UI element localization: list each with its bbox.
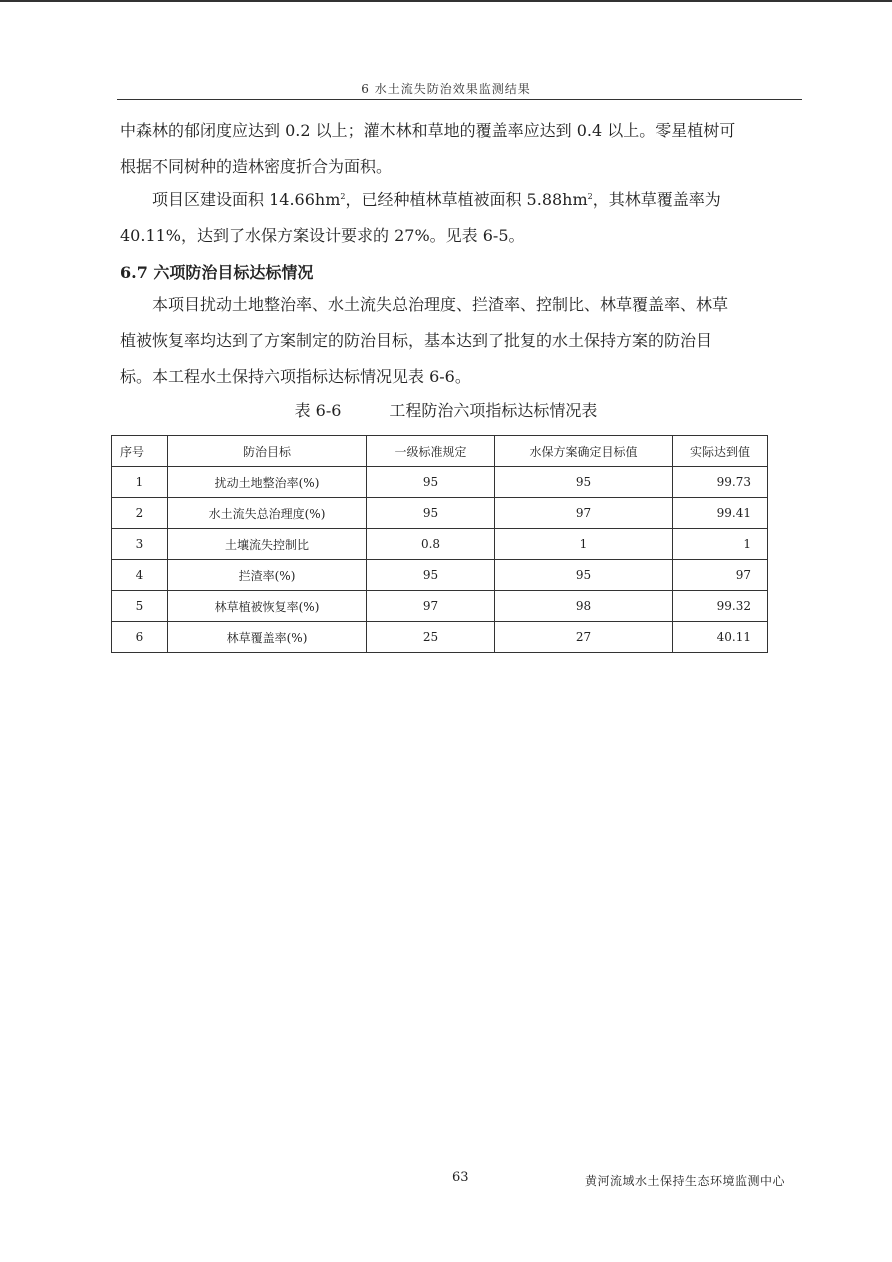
table-row: [112, 622, 768, 653]
superscript: 2: [587, 192, 593, 201]
column-header: 防治目标: [168, 436, 367, 467]
table-cell: 95: [495, 467, 673, 498]
table-cell: 97: [673, 560, 768, 591]
table-cell: 土壤流失控制比: [168, 529, 367, 560]
column-header: 水保方案确定目标值: [495, 436, 673, 467]
column-header: 实际达到值: [673, 436, 768, 467]
table-row: [112, 498, 768, 529]
footer-organization: 黄河流域水土保持生态环境监测中心: [585, 1174, 786, 1188]
table-cell: 1: [673, 529, 768, 560]
table-cell: 99.41: [673, 498, 768, 529]
table-cell: 97: [367, 591, 495, 622]
table-cell: 97: [495, 498, 673, 529]
page-top-border: [0, 0, 892, 2]
table-cell: 95: [367, 467, 495, 498]
paragraph-line: 中森林的郁闭度应达到 0.2 以上；灌木林和草地的覆盖率应达到 0.4 以上。零星植树可: [120, 121, 736, 140]
text-segment: ，已经种植林草植被面积 5.88hm: [345, 190, 588, 209]
table-row: [112, 467, 768, 498]
paragraph-six-targets: [120, 287, 802, 395]
table-cell: 99.73: [673, 467, 768, 498]
paragraph-line: [120, 182, 802, 218]
table-caption: [0, 394, 892, 428]
table-cell: 水土流失总治理度(%): [168, 498, 367, 529]
table-cell: 5: [112, 591, 168, 622]
column-header: 一级标准规定: [367, 436, 495, 467]
paragraph-line: 40.11%，达到了水保方案设计要求的 27%。见表 6-5。: [120, 226, 525, 245]
table-cell: 95: [367, 560, 495, 591]
paragraph-line: 根据不同树种的造林密度折合为面积。: [120, 157, 393, 176]
paragraph-coverage-rate: [120, 182, 802, 254]
table-cell: 林草植被恢复率(%): [168, 591, 367, 622]
table-cell: 3: [112, 529, 168, 560]
paragraph-forest-density: [120, 113, 802, 185]
table-row: [112, 560, 768, 591]
table-cell: 27: [495, 622, 673, 653]
table-cell: 林草覆盖率(%): [168, 622, 367, 653]
paragraph-line: 植被恢复率均达到了方案制定的防治目标，基本达到了批复的水土保持方案的防治目: [120, 331, 713, 350]
table-cell: 2: [112, 498, 168, 529]
table-cell: 6: [112, 622, 168, 653]
column-header: 序号: [112, 436, 168, 467]
table-header-row: [112, 436, 768, 467]
table-cell: 1: [112, 467, 168, 498]
superscript: 2: [340, 192, 346, 201]
table-cell: 0.8: [367, 529, 495, 560]
table-cell: 95: [495, 560, 673, 591]
table-cell: 99.32: [673, 591, 768, 622]
table-cell: 4: [112, 560, 168, 591]
table-caption-number: 表 6-6: [294, 401, 342, 420]
table-caption-title: 工程防治六项指标达标情况表: [389, 401, 598, 420]
running-header: 6 水土流失防治效果监测结果: [361, 82, 531, 96]
table-cell: 1: [495, 529, 673, 560]
text-segment: ，其林草覆盖率为: [592, 190, 721, 209]
header-rule: [117, 99, 802, 100]
table-cell: 扰动土地整治率(%): [168, 467, 367, 498]
paragraph-line: 标。本工程水土保持六项指标达标情况见表 6-6。: [120, 367, 471, 386]
targets-table: [111, 435, 768, 653]
table-row: [112, 591, 768, 622]
table-cell: 40.11: [673, 622, 768, 653]
table-cell: 25: [367, 622, 495, 653]
page-number: 63: [452, 1170, 469, 1185]
table-cell: 95: [367, 498, 495, 529]
table-cell: 98: [495, 591, 673, 622]
paragraph-line: 本项目扰动土地整治率、水土流失总治理度、拦渣率、控制比、林草覆盖率、林草: [152, 295, 729, 314]
table-row: [112, 529, 768, 560]
section-heading: 6.7 六项防治目标达标情况: [120, 263, 314, 282]
text-segment: 项目区建设面积 14.66hm: [152, 190, 341, 209]
table-cell: 拦渣率(%): [168, 560, 367, 591]
